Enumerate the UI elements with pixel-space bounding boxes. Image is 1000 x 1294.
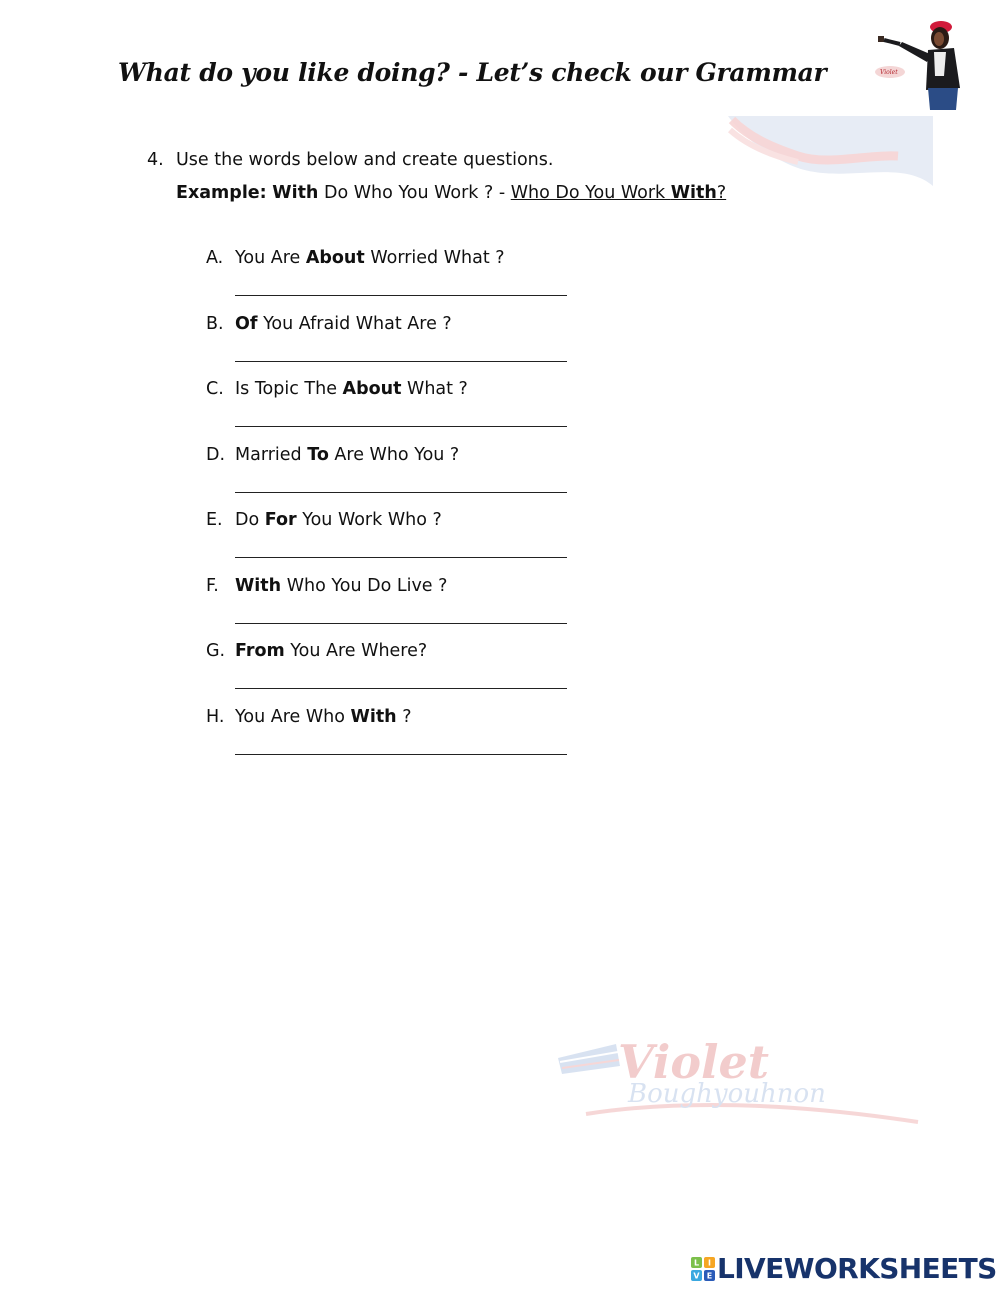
question-letter: E. [206,510,223,530]
question-word-run: Is Topic The [235,379,343,399]
worksheet-title: What do you like doing? - Let’s check our Grammar [118,58,827,87]
example-label: Example: [176,183,267,203]
question-word-run: What ? [401,379,468,399]
question-word-run: Worried What ? [364,248,505,268]
teacher-photo [872,18,962,110]
answer-line[interactable] [235,426,567,427]
violet-watermark [556,1022,924,1132]
answer-line[interactable] [235,492,567,493]
question-keyword: About [342,379,402,399]
example-bold-word: With [272,183,319,203]
answer-line[interactable] [235,295,567,296]
question-letter: H. [206,706,225,727]
example-answer [511,183,726,203]
watermark-name: Violet [618,1035,770,1089]
question-keyword: About [305,248,365,268]
question-words [235,445,459,465]
question-keyword: From [235,641,285,661]
example-answer-plain: Who Do You Work [510,183,671,203]
exercise-instruction [147,150,553,170]
question-letter: D. [206,444,226,465]
watermark-surname: Boughyouhnon [628,1079,826,1109]
question-word-run: You Afraid What Are ? [257,313,452,334]
question-word-run: Married [235,444,308,465]
question-keyword: For [264,510,297,530]
question-word-run: You Are Who [235,706,351,727]
answer-line[interactable] [235,361,567,362]
question-letter: G. [206,641,226,661]
example-answer-bold: With [670,183,717,203]
question-words [235,707,412,727]
question-letter: C. [206,379,224,399]
exercise-number: 4. [147,150,164,170]
question-word-run: You Work Who ? [296,510,442,530]
liveworksheets-mark-icon [691,1257,715,1281]
question-words [235,314,452,334]
question-words [235,641,427,661]
liveworksheets-brand: LIVEWORKSHEETS [717,1252,997,1285]
question-keyword: With [350,706,397,727]
liveworksheets-logo[interactable] [691,1252,997,1286]
question-words [235,576,447,596]
question-letter: F. [206,575,219,596]
question-keyword: With [235,575,282,596]
question-letter: A. [206,248,224,268]
mark-letter-e: E [706,1271,713,1281]
svg-text:Violet: Violet [880,69,898,76]
question-word-run: You Are Where? [284,641,428,661]
example-line [176,183,726,203]
example-prompt: Do Who You Work ? - [318,183,511,203]
question-word-run: You Are [235,248,306,268]
question-word-run: Are Who You ? [328,444,460,465]
question-word-run: Who You Do Live ? [281,575,448,596]
example-answer-end: ? [716,183,727,203]
question-words [235,248,505,268]
question-words [235,510,442,530]
answer-line[interactable] [235,754,567,755]
instruction-text: Use the words below and create questions. [176,150,554,170]
question-word-run: ? [396,706,412,727]
mark-letter-v: V [693,1271,700,1281]
question-word-run: Do [235,510,265,530]
mark-letter-l: L [693,1258,700,1268]
question-keyword: Of [235,313,258,334]
answer-line[interactable] [235,557,567,558]
question-keyword: To [307,444,329,465]
flag-decoration [728,116,933,188]
answer-line[interactable] [235,623,567,624]
question-letter: B. [206,313,224,334]
answer-line[interactable] [235,688,567,689]
mark-letter-i: I [708,1258,711,1268]
question-words [235,379,468,399]
